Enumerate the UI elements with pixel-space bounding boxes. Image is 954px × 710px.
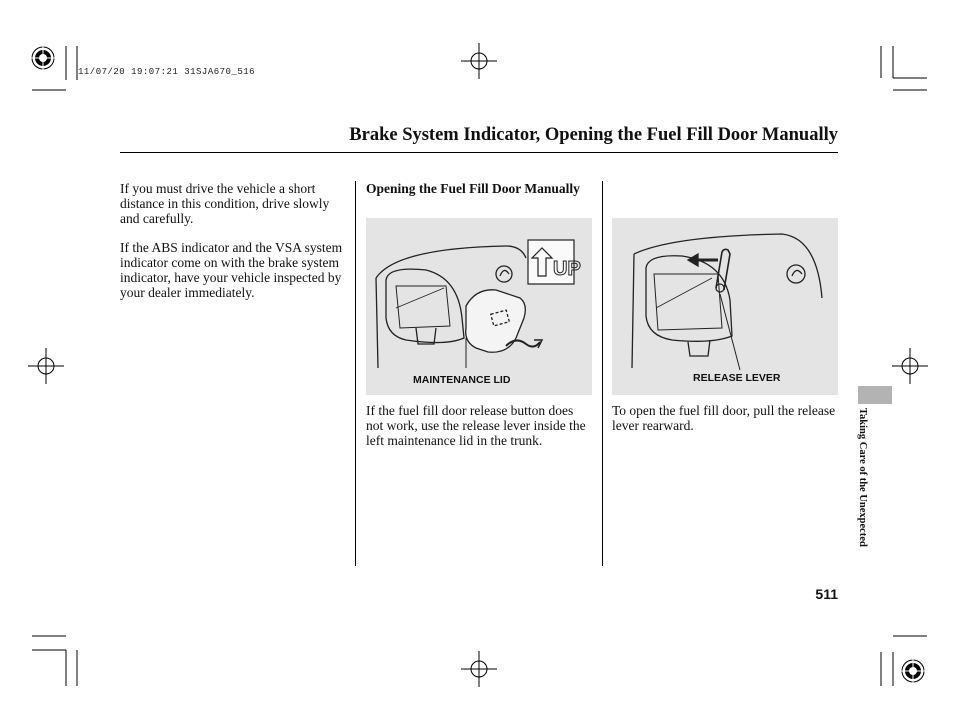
maintenance-lid-label: MAINTENANCE LID xyxy=(413,374,511,386)
section-heading: Opening the Fuel Fill Door Manually xyxy=(366,181,580,196)
maintenance-lid-figure xyxy=(366,218,592,395)
middle-paragraph: If the fuel fill door release button does not work, use the release lever inside the left maintenance lid in the trunk. xyxy=(366,403,586,448)
maintenance-lid-illustration xyxy=(366,218,592,395)
column-divider-2 xyxy=(602,181,603,566)
up-marker: UP xyxy=(553,258,581,280)
column-divider-1 xyxy=(355,181,356,566)
release-lever-label: RELEASE LEVER xyxy=(693,372,781,384)
print-stamp: 11/07/20 19:07:21 31SJA670_516 xyxy=(78,67,256,77)
page-number: 511 xyxy=(815,586,838,602)
page-title: Brake System Indicator, Opening the Fuel Fill Door Manually xyxy=(349,125,838,145)
right-paragraph: To open the fuel fill door, pull the release lever rearward. xyxy=(612,403,836,433)
release-lever-illustration xyxy=(612,218,838,395)
section-tab xyxy=(858,386,892,404)
left-column xyxy=(120,181,346,314)
title-divider xyxy=(120,152,838,153)
section-tab-label: Taking Care of the Unexpected xyxy=(857,408,868,547)
release-lever-figure xyxy=(612,218,838,395)
left-paragraph-2: If the ABS indicator and the VSA system indicator come on with the brake system indicator, have your vehicle inspected by your dealer immediately. xyxy=(120,240,343,300)
left-paragraph-1: If you must drive the vehicle a short distance in this condition, drive slowly and carefully. xyxy=(120,181,330,226)
